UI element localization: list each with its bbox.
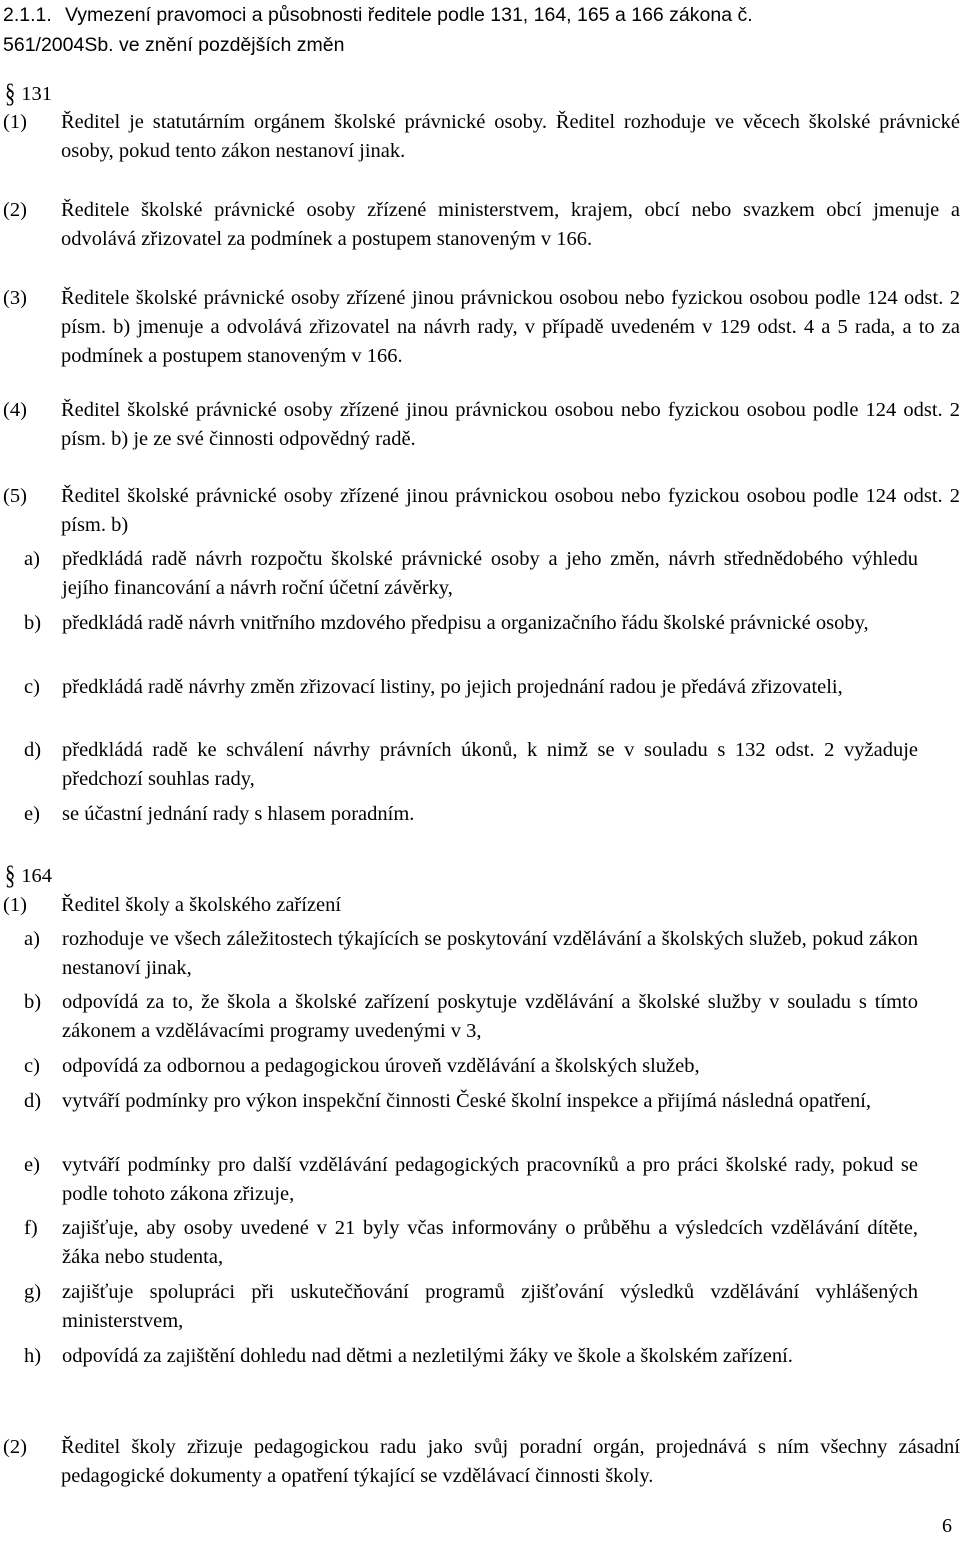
s131-item-e — [24, 800, 918, 829]
item-label: g) — [24, 1281, 42, 1303]
paragraph-number: (4) — [3, 399, 27, 421]
s164-item-h — [24, 1342, 918, 1371]
item-label: e) — [24, 1154, 40, 1176]
item-text: odpovídá za zajištění dohledu nad dětmi a nezletilými žáky ve škole a školském zařízení. — [62, 1345, 793, 1367]
page-number: 6 — [942, 1515, 952, 1537]
item-label: d) — [24, 739, 42, 761]
section-131-header — [5, 80, 52, 109]
paragraph-text: Ředitele školské právnické osoby zřízené ministerstvem, krajem, obcí nebo svazkem obcí jmenuje a odvolává zřizovatel za podmínek a postupem stanoveným v 166. — [61, 199, 960, 250]
paragraph-number: (5) — [3, 485, 27, 507]
item-label: b) — [24, 991, 42, 1013]
s131-paragraph-4 — [3, 396, 960, 454]
item-text: zajišťuje, aby osoby uvedené v 21 byly včas informovány o průběhu a výsledcích vzdělávání dítěte, žáka nebo studenta, — [62, 1217, 918, 1268]
item-text: vytváří podmínky pro další vzdělávání pedagogických pracovníků a pro práci školské rady, pokud se podle tohoto zákona zřizuje, — [62, 1154, 918, 1205]
paragraph-number: (1) — [3, 894, 27, 916]
s164-item-c — [24, 1052, 918, 1081]
s164-item-d — [24, 1087, 918, 1116]
paragraph-text: Ředitel školské právnické osoby zřízené jinou právnickou osobou nebo fyzickou osobou podle 124 odst. 2 písm. b) je ze své činnosti odpovědný radě. — [61, 399, 960, 450]
s164-item-a — [24, 925, 918, 983]
paragraph-text: Ředitel školy a školského zařízení — [61, 894, 342, 916]
s131-item-b — [24, 609, 918, 638]
heading-number: 2.1.1. — [3, 4, 52, 26]
item-text: odpovídá za to, že škola a školské zařízení poskytuje vzdělávání a školské služby v souladu s tímto zákonem a vzdělávacími programy uvedenými v 3, — [62, 991, 918, 1042]
paragraph-number: (3) — [3, 287, 27, 309]
item-label: h) — [24, 1345, 42, 1367]
section-131-number: 131 — [21, 83, 52, 105]
s131-paragraph-2 — [3, 196, 960, 254]
section-164-number: 164 — [21, 865, 52, 887]
paragraph-number: (2) — [3, 199, 27, 221]
paragraph-text: Ředitel školy zřizuje pedagogickou radu jako svůj poradní orgán, projednává s ním všechny zásadní pedagogické dokumenty a opatření týkající se vzdělávací činnosti školy. — [61, 1436, 960, 1487]
s131-item-d — [24, 736, 918, 794]
s131-paragraph-3 — [3, 284, 960, 371]
section-sign-icon: § — [5, 78, 16, 109]
paragraph-number: (1) — [3, 111, 27, 133]
s164-item-b — [24, 988, 918, 1046]
s164-item-e — [24, 1151, 918, 1209]
item-label: b) — [24, 612, 42, 634]
item-label: e) — [24, 803, 40, 825]
item-text: předkládá radě ke schválení návrhy právních úkonů, k nimž se v souladu s 132 odst. 2 vyžaduje předchozí souhlas rady, — [62, 739, 918, 790]
paragraph-text: Ředitel školské právnické osoby zřízené jinou právnickou osobou nebo fyzickou osobou podle 124 odst. 2 písm. b) — [61, 485, 960, 536]
s131-item-c — [24, 673, 918, 702]
item-text: vytváří podmínky pro výkon inspekční činnosti České školní inspekce a přijímá následná opatření, — [62, 1090, 872, 1112]
s164-item-f — [24, 1214, 918, 1272]
s164-paragraph-1 — [3, 891, 960, 920]
paragraph-text: Ředitele školské právnické osoby zřízené jinou právnickou osobou nebo fyzickou osobou podle 124 odst. 2 písm. b) jmenuje a odvolává zřizovatel na návrh rady, v případě uvedeném v 129 odst. 4 a 5 rada, a to za podmínek a postupem stanoveným v 166. — [61, 287, 960, 367]
section-164-header — [5, 862, 52, 891]
heading-line-2: 561/2004Sb. ve znění pozdějších změn — [3, 34, 345, 56]
item-label: c) — [24, 1055, 40, 1077]
s131-item-a — [24, 545, 918, 603]
item-text: zajišťuje spolupráci při uskutečňování programů zjišťování výsledků vzdělávání vyhlášených ministerstvem, — [62, 1281, 918, 1332]
item-text: předkládá radě návrhy změn zřizovací listiny, po jejich projednání radou je předává zřizovateli, — [62, 676, 843, 698]
s131-paragraph-1 — [3, 108, 960, 166]
item-text: předkládá radě návrh vnitřního mzdového předpisu a organizačního řádu školské právnické osoby, — [62, 612, 869, 634]
section-heading — [3, 0, 955, 60]
item-label: d) — [24, 1090, 42, 1112]
item-text: předkládá radě návrh rozpočtu školské právnické osoby a jeho změn, návrh střednědobého výhledu jejího financování a návrh roční účetní závěrky, — [62, 548, 918, 599]
item-text: rozhoduje ve všech záležitostech týkajících se poskytování vzdělávání a školských služeb, pokud zákon nestanoví jinak, — [62, 928, 918, 979]
s164-paragraph-2 — [3, 1433, 960, 1491]
item-label: c) — [24, 676, 40, 698]
item-text: se účastní jednání rady s hlasem poradním. — [62, 803, 415, 825]
heading-line-1: Vymezení pravomoci a působnosti ředitele podle 131, 164, 165 a 166 zákona č. — [65, 4, 753, 26]
paragraph-number: (2) — [3, 1436, 27, 1458]
item-label: a) — [24, 548, 40, 570]
item-label: f) — [24, 1217, 38, 1239]
item-label: a) — [24, 928, 40, 950]
s164-item-g — [24, 1278, 918, 1336]
item-text: odpovídá za odbornou a pedagogickou úroveň vzdělávání a školských služeb, — [62, 1055, 700, 1077]
s131-paragraph-5 — [3, 482, 960, 540]
paragraph-text: Ředitel je statutárním orgánem školské právnické osoby. Ředitel rozhoduje ve věcech školské právnické osoby, pokud tento zákon nestanoví jinak. — [61, 111, 960, 162]
section-sign-icon: § — [5, 860, 16, 891]
